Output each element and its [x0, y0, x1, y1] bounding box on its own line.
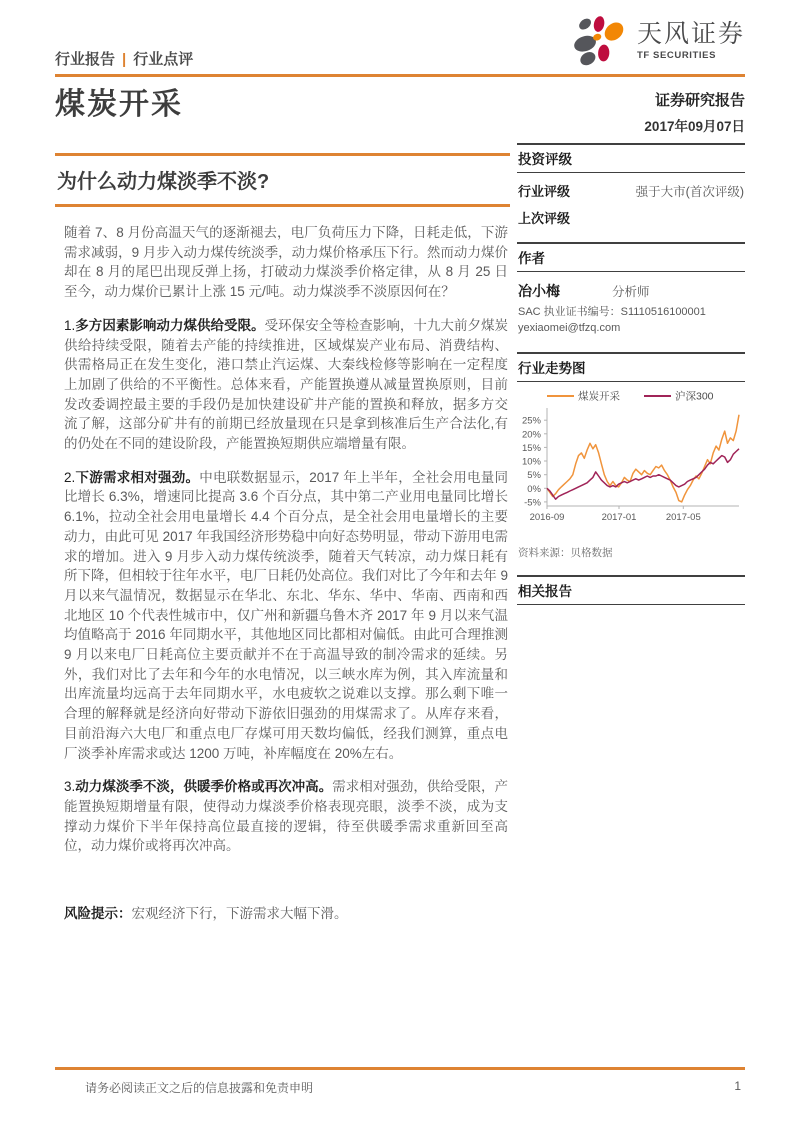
brand-name-cn: 天风证券 [636, 20, 745, 48]
section-paragraph-2 [64, 468, 508, 764]
title-row [55, 87, 745, 135]
author-email: yexiaomei@tfzq.com [518, 321, 621, 334]
svg-text:5%: 5% [527, 470, 541, 482]
section-text: 需求相对强劲，供给受限，产能置换短期增量有限，使得动力煤淡季价格表现亮眼，淡季不淡，成为支撑动力煤价下半年保持高位最直接的逻辑，待至供暖季需求重新回至高位，动力煤价或将再次冲高。 [64, 779, 509, 854]
author-sac-number: SAC 执业证书编号：S1110516100001 [518, 306, 706, 318]
trend-header: 行业走势图 [517, 352, 745, 382]
intro-paragraph: 随着 7、8 月份高温天气的逐渐褪去，电厂负荷压力下降，日耗走低，下游需求减弱，9 月步入动力煤传统淡季，动力煤价格承压下行。然而动力煤价却在 8 月的尾巴出现反弹上扬，打破动力煤淡季价格定律，从 8 月 25 日至今，动力煤价已累计上涨 15 元/吨。动力煤淡季不淡原因何在？ [64, 225, 508, 300]
section-paragraph-3 [64, 777, 508, 856]
svg-text:-5%: -5% [524, 497, 541, 509]
category-separator: | [122, 51, 127, 68]
rating-header: 投资评级 [517, 143, 745, 173]
article-body [55, 207, 510, 924]
related-reports-header: 相关报告 [517, 575, 745, 605]
svg-text:20%: 20% [521, 429, 541, 441]
rating-row-industry [517, 181, 745, 200]
trend-section [517, 352, 745, 560]
section-number: 1. [64, 317, 76, 333]
rating-label: 上次评级 [518, 211, 571, 226]
author-section [517, 242, 745, 337]
report-header [55, 0, 745, 71]
report-category [55, 48, 193, 71]
section-lead: 下游需求相对强劲。 [75, 469, 200, 485]
sidebar [517, 143, 745, 924]
author-name: 冶小梅 [518, 283, 560, 299]
article-column [55, 143, 510, 924]
brand-name-en: TF SECURITIES [636, 50, 717, 61]
page-title: 煤炭开采 [55, 88, 183, 121]
page-footer [55, 1067, 745, 1096]
svg-text:煤炭开采: 煤炭开采 [578, 390, 620, 403]
rating-label: 行业评级 [518, 184, 571, 199]
svg-text:2017-05: 2017-05 [665, 511, 701, 523]
section-number: 2. [64, 469, 76, 485]
section-lead: 多方因素影响动力煤供给受限。 [75, 317, 265, 333]
article-subtitle: 为什么动力煤淡季不淡? [55, 153, 510, 207]
page-number: 1 [734, 1079, 741, 1093]
trend-chart-container [517, 386, 745, 536]
svg-text:沪深300: 沪深300 [675, 390, 714, 403]
brand-text [637, 22, 745, 61]
tf-securities-logo [572, 12, 745, 71]
report-meta [644, 87, 745, 135]
author-role: 分析师 [612, 285, 650, 299]
risk-warning [64, 904, 508, 924]
subcategory-label: 行业点评 [133, 51, 194, 68]
header-divider [55, 74, 745, 77]
rating-value: 强于大市(首次评级) [635, 185, 744, 199]
svg-text:2017-01: 2017-01 [601, 511, 637, 523]
report-date: 2017年09月07日 [644, 119, 745, 134]
report-type-label: 证券研究报告 [654, 92, 745, 109]
main-area [55, 143, 745, 924]
category-label: 行业报告 [55, 51, 116, 68]
risk-label: 风险提示： [64, 906, 132, 922]
author-row [517, 281, 745, 301]
related-reports-section [517, 575, 745, 605]
svg-text:0%: 0% [527, 483, 541, 495]
section-number: 3. [64, 779, 76, 795]
section-paragraph-1 [64, 316, 508, 454]
author-header: 作者 [517, 242, 745, 272]
svg-text:2016-09: 2016-09 [529, 511, 565, 523]
author-meta [517, 305, 745, 337]
section-lead: 动力煤淡季不淡，供暖季价格或再次冲高。 [75, 779, 333, 795]
section-text: 中电联数据显示，2017 年上半年，全社会用电量同比增长 6.3%，增速同比提高 3.6 个百分点，其中第二产业用电量同比增长 6.1%，拉动全社会用电量增长 4.4 个百分点，是全社会用电量增长的主要动力，由此可见 2017 年我国经济形势稳中向好态势明显，带动下游用电需求的增加。进入 9 月步入动力煤传统淡季，随着天气转凉，动力煤日耗有所下降，但相较于往年水平，电厂日耗仍处高位。我们对比了今年和去年 9 月以来气温情况，数据显示在华北、东北、华东、华中、华南、西南和西北地区 10 个代表性城市中，仅广州和新疆乌鲁木齐 2017 年 9 月以来气温均值略高于 2016 年同期水平，其他地区同比都相对偏低。由此可合理推测 9 月以来电厂日耗高位主要贡献并不在于高温导致的制冷需求的延续。另外，我们对比了去年和今年的水电情况，以三峡水库为例，其入库流量和出库流量均远高于去年同期水平，水电疲软之说难以支撑。那么剩下唯一合理的解释就是经济向好带动下游依旧强劲的用煤需求了。从库存来看，目前沿海六大电厂和重点电厂存煤可用天数均偏低，经我们测算，重点电厂淡季补库需求或达 1200 万吨，补库幅度在 20%左右。 [64, 469, 508, 761]
section-text: 受环保安全等检查影响，十九大前夕煤炭供给持续受限，随着去产能的持续推进，区域煤炭产业布局、消费结构、供需格局正在发生变化，港口禁止汽运煤、大秦线检修等影响在一定程度上加剧了供给的不平衡性。总体来看，产能置换遵从减量置换原则，目前发改委调控最主要的手段仍是加快建设矿井产能的置换和释放，据多方交流了解，这部分矿井有的前期已经放量现在只是拿到核准后生产合法化,有的仍处在不同的建设阶段，产能置换短期供应端增量有限。 [64, 317, 509, 452]
svg-text:25%: 25% [521, 415, 541, 427]
risk-text: 宏观经济下行，下游需求大幅下滑。 [131, 906, 348, 922]
rating-row-previous [517, 208, 745, 227]
tf-flower-icon [572, 12, 628, 71]
svg-text:10%: 10% [521, 456, 541, 468]
chart-source: 资料来源：贝格数据 [518, 546, 613, 559]
rating-section [517, 143, 745, 227]
svg-text:15%: 15% [521, 442, 541, 454]
footer-disclaimer: 请务必阅读正文之后的信息披露和免责申明 [85, 1081, 314, 1095]
industry-trend-chart [517, 386, 745, 536]
